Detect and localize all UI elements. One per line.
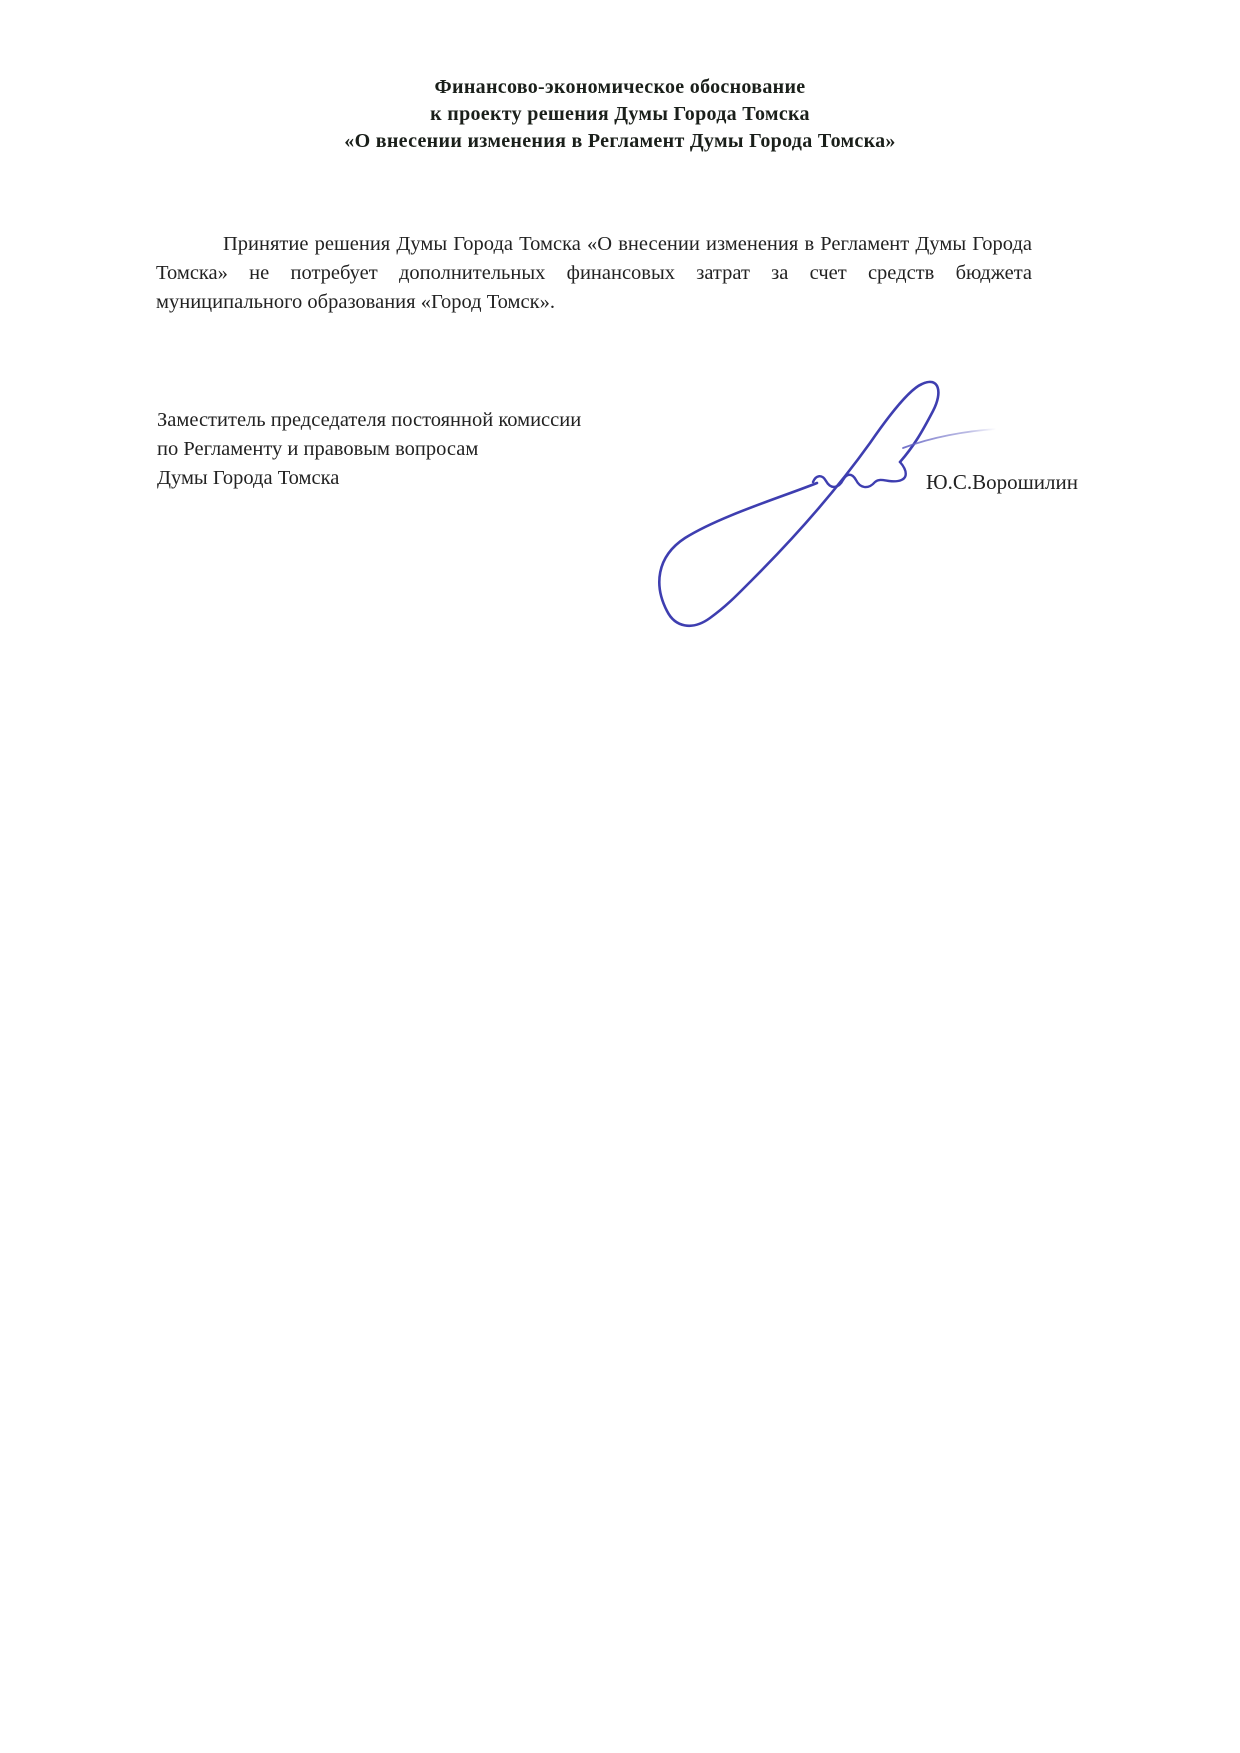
document-title: [0, 74, 1240, 155]
document-title-line-1: Финансово-экономическое обоснование: [434, 76, 806, 98]
signatory-position-line-3: Думы Города Томска: [157, 467, 340, 489]
signatory-position-line-2: по Регламенту и правовым вопросам: [157, 438, 479, 460]
signatory-position-line-1: Заместитель председателя постоянной комиссии: [157, 409, 582, 431]
document-title-line-3: «О внесении изменения в Регламент Думы Города Томска»: [344, 130, 896, 152]
signature-squiggle-stroke: [813, 462, 906, 487]
signatory-name: Ю.С.Ворошилин: [926, 470, 1078, 494]
body-paragraph: Принятие решения Думы Города Томска «О внесении изменения в Регламент Думы Города Томска» не потребует дополнительных финансовых затрат за счет средств бюджета муниципального образования «Город Томск».: [156, 233, 1032, 313]
signatory-position: [157, 406, 581, 493]
document-title-line-2: к проекту решения Думы Города Томска: [430, 103, 810, 125]
signature-main-stroke: [659, 382, 938, 626]
